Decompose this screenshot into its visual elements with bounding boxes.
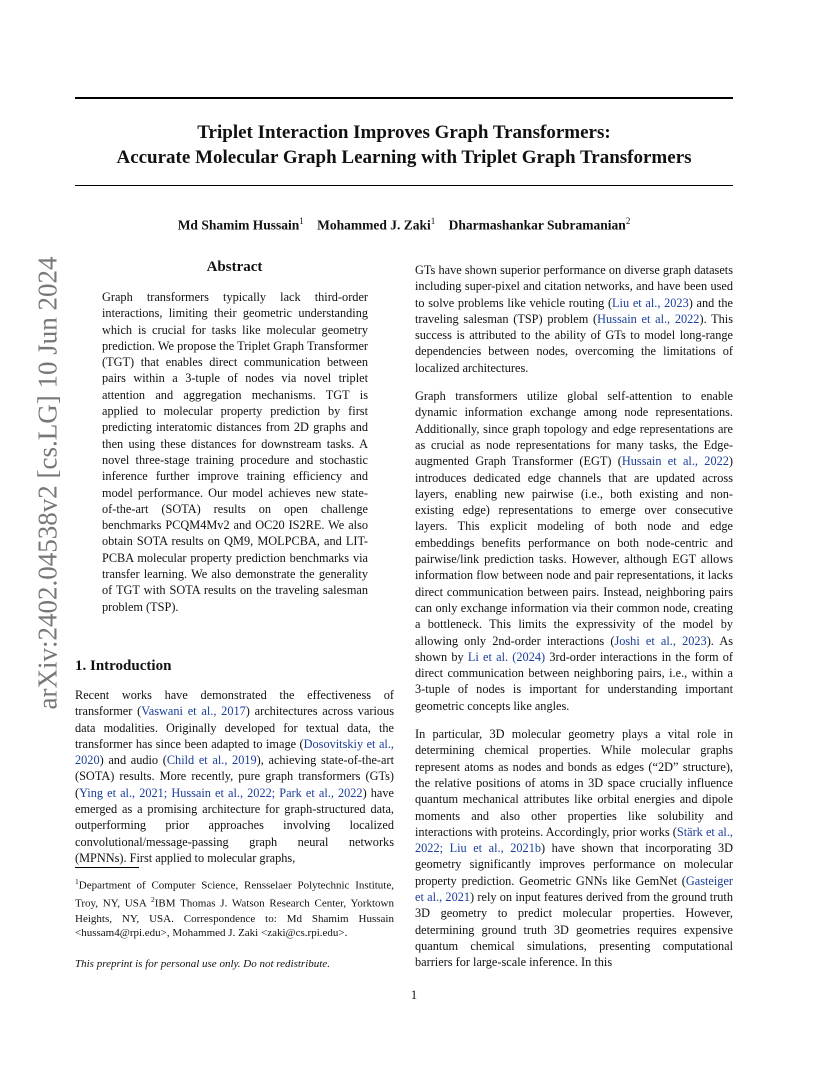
citation-link[interactable]: Liu et al., 2023	[612, 295, 689, 310]
abstract-body: Graph transformers typically lack third-order interactions, limiting their geometric understanding which is crucial for tasks like molecular geometry prediction. We propose the Triplet Graph Transformer (TGT) that enables direct communication between pairs within a 3-tuple of nodes via novel triplet attention and aggregation mechanisms. TGT is applied to molecular property prediction by first predicting interatomic distances from 2D graphs and then using these distances for downstream tasks. A novel three-stage training procedure and stochastic inference further improve training efficiency and model performance. Our model achieves new state-of-the-art (SOTA) results on open challenge benchmarks PCQM4Mv2 and OC20 IS2RE. We also obtain SOTA results on QM9, MOLPCBA, and LIT-PCBA molecular property prediction benchmarks via transfer learning. We also demonstrate the generality of TGT with SOTA results on the traveling salesman problem (TSP).	[102, 290, 368, 614]
author-affiliation: 1	[299, 216, 304, 226]
page-number: 1	[410, 988, 418, 1002]
title-line-1: Triplet Interaction Improves Graph Transformers:	[197, 122, 611, 143]
citation-link[interactable]: Gasteiger et al., 2021	[415, 873, 733, 904]
body-paragraph: Graph transformers utilize global self-attention to enable dynamic information exchange among node representations. Additionally, since graph topology and edge representations are as crucial as node representations for many tasks, the Edge-augmented Graph Transformer (EGT) (Hussain et al., 2022) introduces dedicated edge channels that are updated across layers, enabling new pairwise (i.e., both existing and non-existing edge) representations to emerge over consecutive layers. This explicit modeling of both node and edge embeddings benefits performance on both node-centric and pairwise/link prediction tasks. However, although EGT allows information flow between node and pair representations, it lacks direct communication between pairs. Instead, neighboring pairs can only exchange information via their common node, creating a bottleneck. This limits the expressivity of the model by allowing only 2nd-order interactions (Joshi et al., 2023). As shown by Li et al. (2024) 3rd-order interactions in the form of direct communication between neighboring pairs, i.e., within a 3-tuple of nodes is important for understanding important geometric concepts like angles.	[415, 389, 733, 713]
citation-link[interactable]: Dosovitskiy et al., 2020	[75, 736, 394, 768]
author-affiliation: 1	[430, 216, 436, 226]
title-bottom-rule	[75, 185, 733, 186]
citation-link[interactable]: Hussain et al., 2022	[621, 454, 729, 469]
intro-column	[75, 687, 394, 866]
author-name: Mohammed J. Zaki	[317, 217, 431, 233]
paper-title	[75, 120, 733, 170]
citation-link[interactable]: Vaswani et al., 2017	[141, 704, 246, 719]
footnote-rule	[75, 867, 139, 868]
body-paragraph: In particular, 3D molecular geometry plays a vital role in determining chemical properties. While molecular graphs represent atoms as nodes and bonds as edges (“2D” structure), the relative positions of atoms in 3D space crucially influence quantum mechanical attributes like orbital energies and dipole moments and also other properties like solubility and interactions with proteins. Accordingly, prior works (Stärk et al., 2022; Liu et al., 2021b) have shown that incorporating 3D geometry significantly improves performance on molecular property prediction. Geometric GNNs like GemNet (Gasteiger et al., 2021) rely on input features derived from the ground truth 3D geometry to predict molecular properties. However, determining ground truth 3D geometries requires expensive quantum chemical simulations, presenting computational barriers for large-scale inference. In this	[415, 727, 734, 970]
citation-link[interactable]: Child et al., 2019	[166, 753, 257, 768]
author-affiliation: 2	[625, 216, 631, 226]
section-heading: 1. Introduction	[75, 658, 172, 674]
citation-link[interactable]: Ying et al., 2021; Hussain et al., 2022; Park et al., 2022	[79, 785, 363, 800]
citation-link[interactable]: Stärk et al., 2022; Liu et al., 2021b	[415, 824, 733, 856]
title-top-rule	[75, 97, 733, 99]
affiliation-footnote: $^1$Department of Computer Science, Rensselaer Polytechnic Institute, Troy, NY, USA $^2$IBM Thomas J. Watson Research Center, Yorktown Heights, NY, USA. Correspondence to: Md Shamim Hussain <hussam4@rpi.edu>, Mohammed J. Zaki <zaki@cs.rpi.edu>.	[75, 877, 394, 940]
citation-link[interactable]: Hussain et al., 2022	[597, 311, 700, 326]
title-line-2: Accurate Molecular Graph Learning with Triplet Graph Transformers	[116, 147, 692, 168]
citation-link[interactable]: Joshi et al., 2023	[614, 633, 707, 648]
abstract-heading: Abstract	[206, 259, 263, 275]
body-paragraph: GTs have shown superior performance on diverse graph datasets including super-pixel and citation networks, and have been used to solve problems like vehicle routing (Liu et al., 2023) and the traveling salesman (TSP) problem (Hussain et al., 2022). This success is attributed to the ability of GTs to model long-range dependencies between nodes, overcoming the limitations of localized architectures.	[415, 263, 734, 375]
arxiv-stamp: arXiv:2402.04538v2 [cs.LG] 10 Jun 2024	[32, 256, 63, 710]
author-name: Dharmashankar Subramanian	[448, 217, 626, 233]
right-column	[415, 262, 733, 970]
citation-link[interactable]: Li et al. (2024)	[467, 649, 546, 664]
preprint-note: This preprint is for personal use only. Do not redistribute.	[75, 958, 330, 970]
intro-paragraph: Recent works have demonstrated the effectiveness of transformer (Vaswani et al., 2017) architectures across various data modalities. Originally developed for textual data, the transformer has since been adapted to image (Dosovitskiy et al., 2020) and audio (Child et al., 2019), achieving state-of-the-art (SOTA) results. More recently, pure graph transformers (GTs) (Ying et al., 2021; Hussain et al., 2022; Park et al., 2022) have emerged as a promising architecture for graph-structured data, outperforming prior approaches involving localized convolutional/message-passing graph neural networks (MPNNs). First applied to molecular graphs,	[75, 688, 395, 865]
author-list	[75, 216, 733, 234]
author-name: Md Shamim Hussain	[177, 217, 300, 233]
